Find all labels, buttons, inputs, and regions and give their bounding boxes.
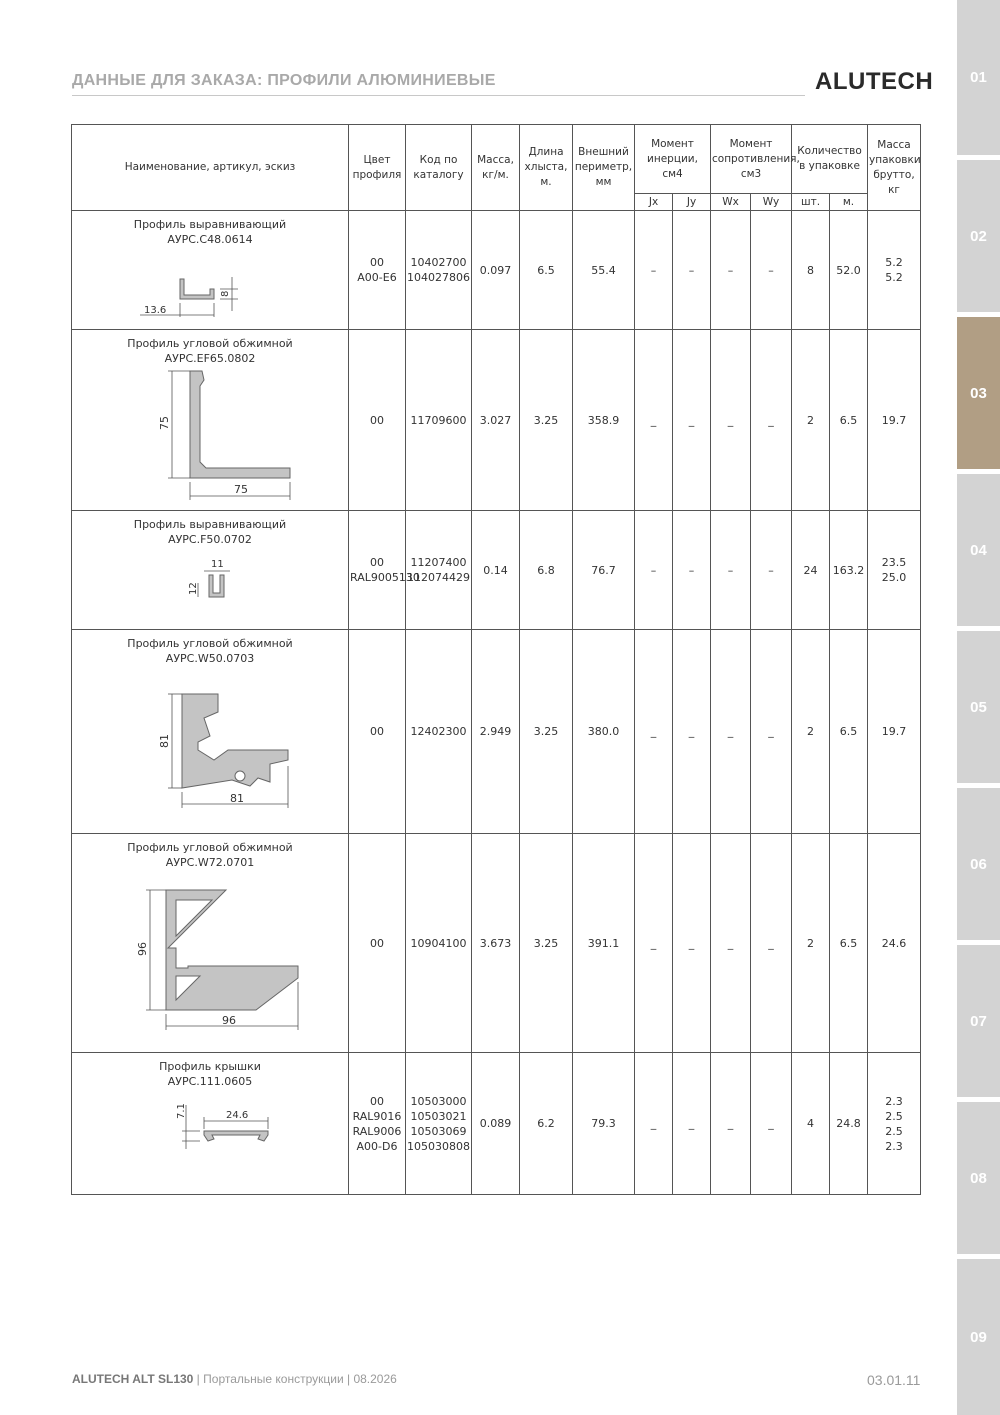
profile-sketch [110, 547, 310, 617]
profile-title: Профиль угловой обжимной [127, 841, 293, 854]
profile-article: АУРС.W50.0703 [165, 652, 255, 665]
dim-width: 13.6 [144, 305, 167, 316]
footer-section: Портальные конструкции [203, 1372, 344, 1386]
mass-cell: 3.027 [472, 330, 520, 511]
profile-title: Профиль выравнивающий [133, 218, 287, 231]
gross-cell: 19.7 [868, 330, 921, 511]
m-cell: 52.0 [830, 211, 868, 330]
length-cell: 6.5 [520, 211, 573, 330]
tab-09[interactable]: 09 [957, 1259, 1000, 1415]
table-row [72, 330, 921, 511]
wy-cell: – [751, 211, 792, 330]
code-cell: 11709600 [406, 330, 472, 511]
dim-width: 11 [211, 559, 224, 570]
header-pcs: шт. [792, 194, 830, 211]
length-cell: 3.25 [520, 330, 573, 511]
tab-08[interactable]: 08 [957, 1102, 1000, 1254]
mass-cell: 0.097 [472, 211, 520, 330]
jx-cell: – [635, 211, 673, 330]
profile-sketch [110, 247, 310, 319]
jx-cell: _ [635, 834, 673, 1053]
wx-cell: – [711, 511, 751, 630]
color-cell: 00 [349, 834, 406, 1053]
color-cell: 00 [349, 330, 406, 511]
pcs-cell: 2 [792, 630, 830, 834]
color-cell: 00 RAL9016 RAL9006 A00-D6 [349, 1053, 406, 1195]
pcs-cell: 4 [792, 1053, 830, 1195]
pcs-cell: 2 [792, 330, 830, 511]
wx-cell: _ [711, 834, 751, 1053]
table-row [72, 211, 921, 330]
mass-cell: 0.14 [472, 511, 520, 630]
jy-cell: – [673, 511, 711, 630]
profile-sketch [90, 666, 330, 826]
header-length: Длина хлыста, м. [520, 125, 573, 211]
header-code: Код по каталогу [406, 125, 472, 211]
length-cell: 3.25 [520, 834, 573, 1053]
jx-cell: _ [635, 330, 673, 511]
name-cell [72, 211, 349, 330]
header-mass: Масса, кг/м. [472, 125, 520, 211]
wx-cell: _ [711, 1053, 751, 1195]
gross-cell: 23.5 25.0 [868, 511, 921, 630]
profile-article: АУРС.EF65.0802 [164, 352, 256, 365]
wx-cell: _ [711, 630, 751, 834]
header-quantity: Количество в упаковке [792, 125, 868, 194]
profile-title: Профиль угловой обжимной [127, 337, 293, 350]
footer-date: 08.2026 [353, 1372, 397, 1386]
profile-article: АУРС.111.0605 [167, 1075, 253, 1088]
gross-cell: 24.6 [868, 834, 921, 1053]
perimeter-cell: 55.4 [573, 211, 635, 330]
profile-title: Профиль угловой обжимной [127, 637, 293, 650]
header-name: Наименование, артикул, эскиз [72, 125, 349, 211]
tab-07[interactable]: 07 [957, 945, 1000, 1097]
jy-cell: _ [673, 330, 711, 511]
perimeter-cell: 76.7 [573, 511, 635, 630]
name-cell [72, 834, 349, 1053]
section-tabs [957, 0, 1000, 1415]
code-cell: 10503000 10503021 10503069 105030808 [406, 1053, 472, 1195]
dim-height: 75 [158, 416, 171, 430]
m-cell: 163.2 [830, 511, 868, 630]
dim-width: 96 [222, 1014, 236, 1027]
dim-width: 75 [234, 483, 248, 496]
m-cell: 6.5 [830, 834, 868, 1053]
profile-title: Профиль выравнивающий [133, 518, 287, 531]
page-title: ДАННЫЕ ДЛЯ ЗАКАЗА: ПРОФИЛИ АЛЮМИНИЕВЫЕ [72, 72, 496, 89]
wx-cell: _ [711, 330, 751, 511]
header-inertia: Момент инерции, см4 [635, 125, 711, 194]
jx-cell: – [635, 511, 673, 630]
m-cell: 6.5 [830, 330, 868, 511]
code-cell: 11207400 112074429 [406, 511, 472, 630]
profile-sketch [80, 870, 340, 1042]
m-cell: 24.8 [830, 1053, 868, 1195]
tab-02[interactable]: 02 [957, 160, 1000, 312]
profile-article: АУРС.С48.0614 [167, 233, 253, 246]
wy-cell: _ [751, 1053, 792, 1195]
length-cell: 6.2 [520, 1053, 573, 1195]
tab-03[interactable]: 03 [957, 317, 1000, 469]
length-cell: 3.25 [520, 630, 573, 834]
name-cell [72, 511, 349, 630]
pcs-cell: 24 [792, 511, 830, 630]
wy-cell: _ [751, 330, 792, 511]
mass-cell: 3.673 [472, 834, 520, 1053]
pcs-cell: 2 [792, 834, 830, 1053]
dim-height: 12 [188, 582, 199, 595]
perimeter-cell: 391.1 [573, 834, 635, 1053]
tab-04[interactable]: 04 [957, 474, 1000, 626]
header-color: Цвет профиля [349, 125, 406, 211]
gross-cell: 5.2 5.2 [868, 211, 921, 330]
header-gross: Масса упаковки брутто, кг [868, 125, 921, 211]
perimeter-cell: 380.0 [573, 630, 635, 834]
dim-height: 7.1 [176, 1103, 187, 1119]
dim-height: 8 [220, 290, 231, 297]
mass-cell: 0.089 [472, 1053, 520, 1195]
m-cell: 6.5 [830, 630, 868, 834]
profile-article: АУРС.W72.0701 [165, 856, 255, 869]
color-cell: 00 [349, 630, 406, 834]
tab-06[interactable]: 06 [957, 788, 1000, 940]
length-cell: 6.8 [520, 511, 573, 630]
gross-cell: 2.3 2.5 2.5 2.3 [868, 1053, 921, 1195]
wx-cell: – [711, 211, 751, 330]
name-cell [72, 630, 349, 834]
header-jx: Jx [635, 194, 673, 211]
jy-cell: – [673, 211, 711, 330]
profile-title: Профиль крышки [159, 1060, 261, 1073]
mass-cell: 2.949 [472, 630, 520, 834]
page-number: 03.01.11 [867, 1372, 921, 1388]
dim-width: 81 [230, 792, 244, 805]
tab-05[interactable]: 05 [957, 631, 1000, 783]
wy-cell: – [751, 511, 792, 630]
gross-cell: 19.7 [868, 630, 921, 834]
jy-cell: _ [673, 630, 711, 834]
jy-cell: _ [673, 834, 711, 1053]
dim-width: 24.6 [226, 1110, 249, 1121]
code-cell: 12402300 [406, 630, 472, 834]
dim-height: 81 [158, 734, 171, 748]
jx-cell: _ [635, 1053, 673, 1195]
table-row [72, 511, 921, 630]
wy-cell: _ [751, 630, 792, 834]
header-m: м. [830, 194, 868, 211]
footer-product: ALUTECH ALT SL130 [72, 1372, 194, 1386]
color-cell: 00 RAL9005130 [349, 511, 406, 630]
tab-01[interactable]: 01 [957, 0, 1000, 155]
header-resistance: Момент сопротивления, см3 [711, 125, 792, 194]
header-wy: Wy [751, 194, 792, 211]
brand-logo: ALUTECH [815, 68, 934, 95]
jx-cell: _ [635, 630, 673, 834]
code-cell: 10904100 [406, 834, 472, 1053]
profile-article: АУРС.F50.0702 [168, 533, 252, 546]
code-cell: 10402700 104027806 [406, 211, 472, 330]
perimeter-cell: 358.9 [573, 330, 635, 511]
jy-cell: _ [673, 1053, 711, 1195]
profile-sketch [90, 366, 330, 506]
header-jy: Jy [673, 194, 711, 211]
dim-height: 96 [136, 942, 149, 956]
table-row [72, 630, 921, 834]
table-row [72, 834, 921, 1053]
name-cell [72, 330, 349, 511]
pcs-cell: 8 [792, 211, 830, 330]
footer-info: ALUTECH ALT SL130 | Портальные конструкции | 08.2026 [72, 1372, 397, 1386]
wy-cell: _ [751, 834, 792, 1053]
name-cell [72, 1053, 349, 1195]
order-data-table [71, 124, 921, 1195]
header-wx: Wx [711, 194, 751, 211]
color-cell: 00 A00-E6 [349, 211, 406, 330]
table-row [72, 1053, 921, 1195]
perimeter-cell: 79.3 [573, 1053, 635, 1195]
header-divider [72, 95, 805, 96]
profile-sketch [100, 1089, 320, 1179]
header-perimeter: Внешний периметр, мм [573, 125, 635, 211]
